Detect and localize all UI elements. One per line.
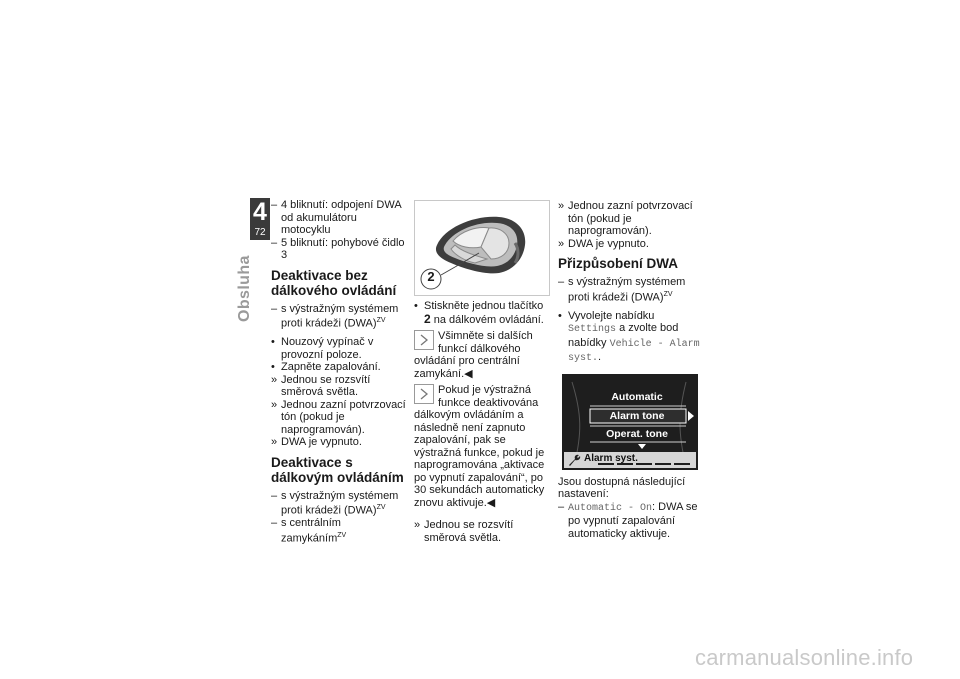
menu-item-operat-tone: Operat. tone	[606, 427, 668, 440]
result-item: » Jednou zazní potvrzovací tón (pokud je naprogramován).	[558, 200, 693, 237]
note-icon	[414, 330, 434, 350]
menu-item-alarm-tone: Alarm tone	[609, 409, 665, 422]
requirement-item: – s výstražným systémem proti krádeži (DWA)$^{ZV}$	[558, 276, 686, 304]
step-item: • Vyvolejte nabídku Settings a zvolte bod nabídky Vehicle - Alarm syst..	[558, 309, 700, 365]
column-1	[271, 199, 407, 545]
requirement-item: – s výstražným systémem proti krádeži (DWA)$^{ZV}$	[271, 302, 399, 330]
section-side-title: Obsluha	[236, 255, 253, 322]
step-item: • Stiskněte jednou tlačítko 2 na dálkovém ovládání.	[414, 300, 544, 326]
chapter-number: 4	[253, 198, 267, 226]
result-item: » Jednou se rozsvítí směrová světla.	[414, 519, 514, 544]
chapter-tab	[250, 198, 270, 240]
paragraph: Jsou dostupná následující nastavení:	[558, 475, 686, 501]
option-item: – Automatic - On: DWA se po vypnutí zapalování automaticky aktivuje.	[558, 500, 698, 540]
menu-footer-label: Alarm syst.	[584, 452, 638, 464]
step-item: • Nouzový vypínač v provozní poloze.	[271, 336, 374, 361]
result-item: » Jednou se rozsvítí směrová světla.	[271, 373, 371, 399]
page-number: 72	[254, 227, 266, 238]
note-block: Pokud je výstražná funkce deaktivována dálkovým ovládáním a následně není zapnuto zapalování, pak se výstražná funkce, pokud je naprogramována „aktivace po vypnutí zapalování“, po 30 sekundách automaticky znovu aktivuje.◀	[414, 384, 545, 509]
tft-display-screen	[562, 374, 698, 470]
note-icon	[414, 384, 434, 404]
list-item: – 4 bliknutí: odpojení DWA od akumulátoru motocyklu	[271, 199, 402, 236]
column-3	[558, 200, 700, 540]
remote-key-figure	[414, 200, 550, 296]
column-2	[414, 200, 550, 544]
section-heading: Deaktivace s dálkovým ovládáním	[271, 454, 404, 485]
list-item: – 5 bliknutí: pohybové čidlo 3	[271, 236, 405, 261]
result-item: » DWA je vypnuto.	[558, 237, 649, 250]
menu-item-automatic: Automatic	[611, 390, 663, 403]
step-item: • Zapněte zapalování.	[271, 361, 381, 374]
figure-label: 2	[427, 269, 435, 284]
requirement-item: – s výstražným systémem proti krádeži (DWA)$^{ZV}$	[271, 489, 399, 517]
section-heading: Přizpůsobení DWA	[558, 256, 679, 271]
watermark: carmanualsonline.info	[695, 645, 914, 670]
result-item: » Jednou zazní potvrzovací tón (pokud je naprogramován).	[271, 398, 406, 436]
note-block: Všimněte si dalších funkcí dálkového ovládání pro centrální zamykání.◀	[414, 330, 533, 380]
result-item: » DWA je vypnuto.	[271, 436, 362, 449]
wrench-icon	[567, 453, 581, 470]
requirement-item: – s centrálním zamykáním$^{ZV}$	[271, 517, 347, 545]
section-heading: Deaktivace bez dálkového ovládání	[271, 267, 397, 298]
